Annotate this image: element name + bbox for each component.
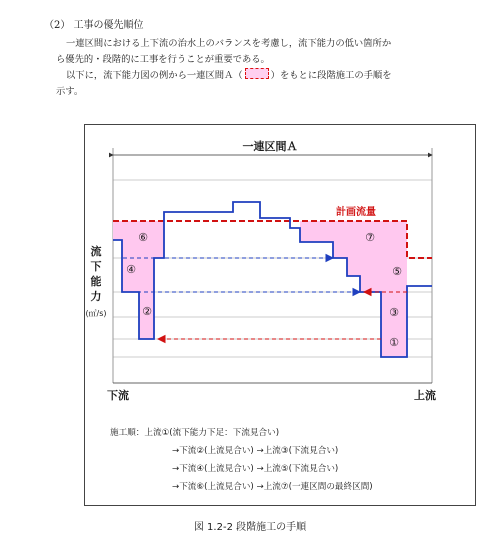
- deficit-regions: [113, 221, 432, 357]
- paragraph-1-line-1: 一連区間における上下流の治水上のバランスを考慮し，流下能力の低い箇所か: [66, 38, 392, 49]
- downstream-label: 下流: [107, 389, 129, 402]
- figure-title: 一連区間Ａ: [242, 140, 298, 153]
- y-axis-unit: (㎥/s): [85, 309, 107, 318]
- construction-order: [110, 424, 373, 496]
- region-label-1: ①: [389, 336, 399, 349]
- region-label-4: ④: [126, 263, 136, 276]
- order-line-2: →下流④(上流見合い) →上流⑤(下流見合い): [172, 464, 339, 474]
- paragraph-2-line-1a: 以下に，流下能力図の例から一連区間Ａ（: [66, 70, 243, 81]
- section-heading: （2） 工事の優先順位: [44, 20, 144, 31]
- region-label-2: ②: [142, 305, 152, 318]
- y-axis-char-2: 下: [90, 260, 102, 273]
- figure-caption: 図 1.2-2 段階施工の手順: [193, 522, 307, 533]
- region-label-6: ⑥: [138, 231, 148, 244]
- order-line-1: →下流②(上流見合い) →上流③(下流見合い): [172, 446, 339, 456]
- upstream-label: 上流: [414, 389, 436, 402]
- y-axis-char-3: 能: [90, 275, 102, 288]
- y-axis-char-1: 流: [90, 245, 102, 258]
- region-label-3: ③: [389, 306, 399, 319]
- order-line-3: →下流⑥(上流見合い) →上流⑦(一連区間の最終区間): [172, 482, 373, 492]
- region-label-7: ⑦: [365, 231, 375, 244]
- order-title: 施工順：上流①(流下能力下足：下流見合い): [110, 428, 280, 438]
- y-axis-char-4: 力: [90, 290, 102, 303]
- plan-flow-label: 計画流量: [336, 207, 376, 218]
- paragraph-1-line-2: ら優先的・段階的に工事を行うことが重要である。: [56, 54, 270, 65]
- region-label-5: ⑤: [392, 265, 402, 278]
- paragraph-2-line-1b: ）をもとに段階施工の手順を: [270, 70, 392, 81]
- paragraph-2-line-2: 示す。: [56, 86, 84, 97]
